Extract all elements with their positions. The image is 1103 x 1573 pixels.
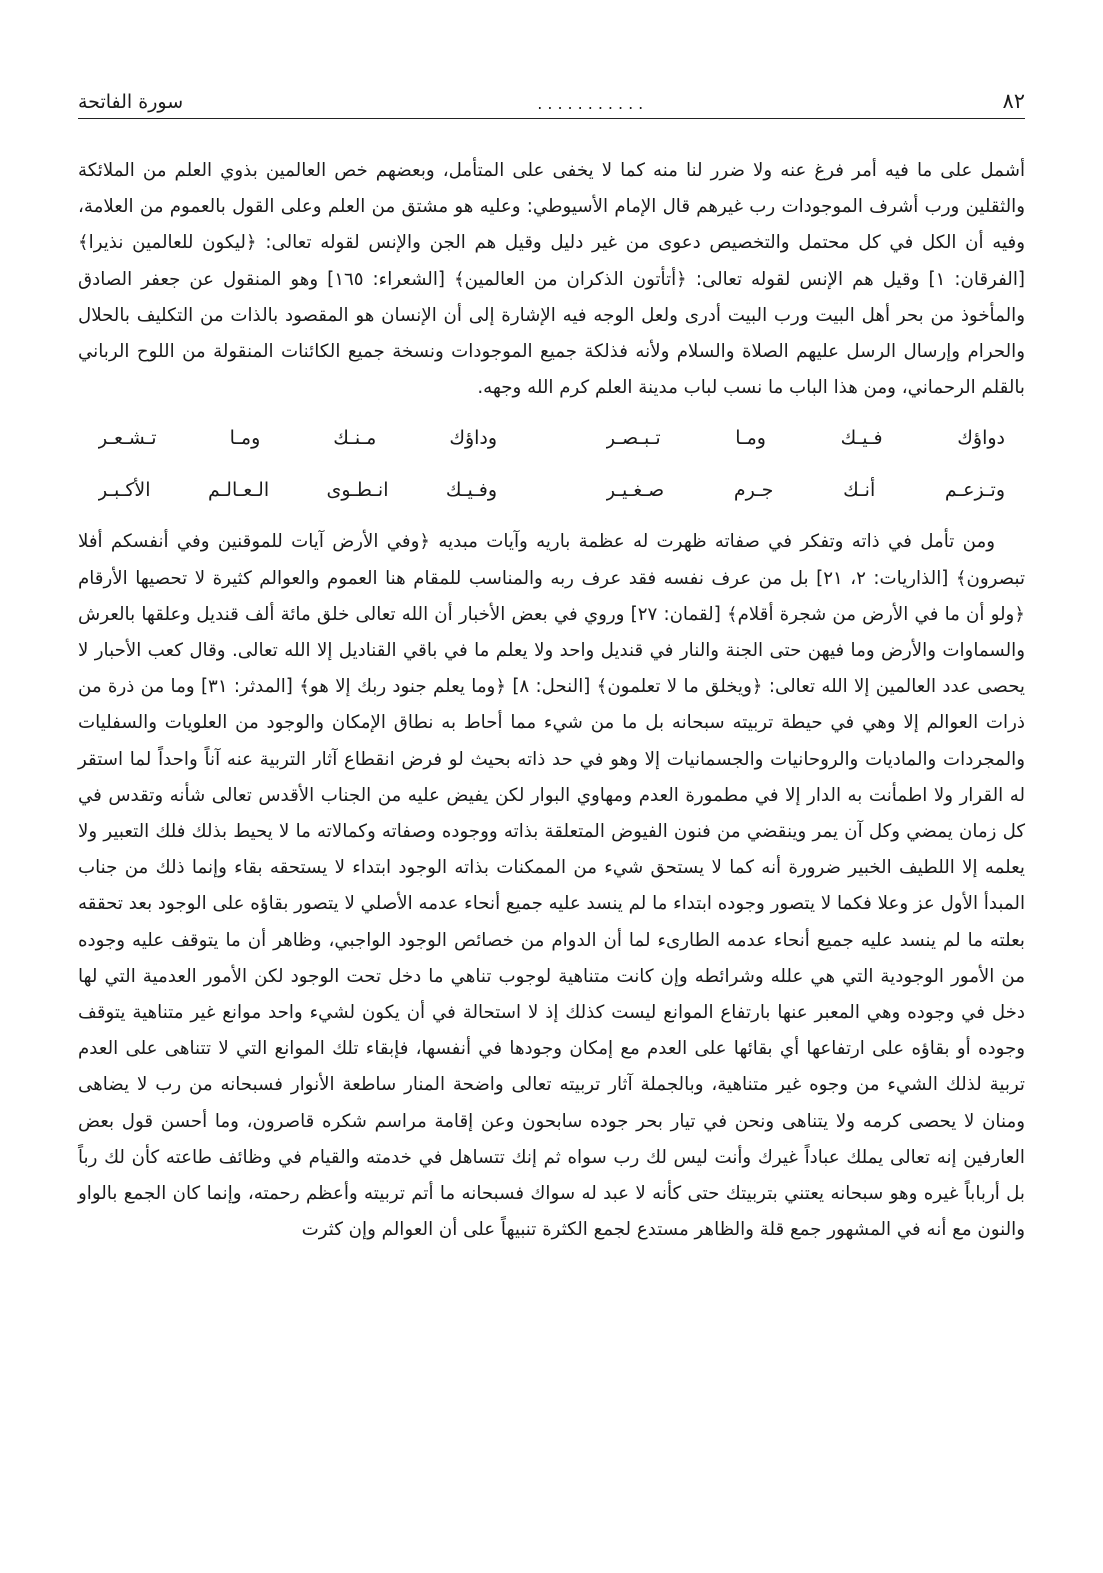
- verse-first-hemistich: دواؤك فـيـك ومـا تـبـصـر: [605, 427, 1005, 450]
- running-header: [78, 78, 1025, 112]
- header-dot-leader: ...........: [537, 96, 649, 112]
- surah-title: سورة الفاتحة: [78, 91, 184, 113]
- poem-verses: [78, 412, 1025, 516]
- verse-line: [98, 412, 1005, 464]
- verse-line: [98, 464, 1005, 516]
- page-number: ٨٢: [1002, 89, 1025, 113]
- verse-second-hemistich: وفـيـك انـطـوى الـعـالـم الأكـبـر: [98, 479, 498, 502]
- main-text: [78, 153, 1025, 1248]
- header-divider: [78, 118, 1025, 119]
- paragraph: ومن تأمل في ذاته وتفكر في صفاته ظهرت له عظمة باريه وآيات مبديه ﴿وفي الأرض آيات للموقنين وفي أنفسكم أفلا تبصرون﴾ [الذاريات: ٢، ٢١] بل من عرف نفسه فقد عرف ربه والمناسب للمقام هنا العموم والعوالم كثيرة لا تحصيها الأرقام ﴿ولو أن ما في الأرض من شجرة أقلام﴾ [لقمان: ٢٧] وروي في بعض الأخبار أن الله تعالى خلق مائة ألف قنديل وعلقها بالعرش والسماوات والأرض وما فيهن حتى الجنة والنار في قنديل واحد ولا يعلم ما في باقي القناديل إلا الله تعالى. وقال كعب الأحبار لا يحصى عدد العالمين إلا الله تعالى: ﴿ويخلق ما لا تعلمون﴾ [النحل: ٨] ﴿وما يعلم جنود ربك إلا هو﴾ [المدثر: ٣١] وما من ذرة من ذرات العوالم إلا وهي في حيطة تربيته سبحانه بل ما من شيء مما أحاط به نطاق الإمكان والوجود من العلويات والسفليات والمجردات والماديات والروحانيات والجسمانيات إلا وهو في حد ذاته بحيث لو فرض انقطاع آثار التربية عنه آناً واحداً لما استقر له القرار ولا اطمأنت به الدار إلا في مطمورة العدم ومهاوي البوار لكن يفيض عليه من الجناب الأقدس تعالى شأنه وتقدس في كل زمان يمضي وكل آن يمر وينقضي من فنون الفيوض المتعلقة بذاته ووجوده وصفاته وكمالاته ما لا يحيط بذلك فلك التعبير ولا يعلمه إلا اللطيف الخبير ضرورة أنه كما لا يستحق شيء من الممكنات بذاته الوجود ابتداء لا يستحقه بقاء وإنما ذلك من جناب المبدأ الأول عز وعلا فكما لا يتصور وجوده ابتداء ما لم ينسد عليه جميع أنحاء عدمه الأصلي لا يتصور بقاؤه على الوجود بعد تحققه بعلته ما لم ينسد عليه جميع أنحاء عدمه الطارىء لما أن الدوام من خصائص الوجود الواجبي، وظاهر أن ما يتوقف عليه وجوده من الأمور الوجودية التي هي علله وشرائطه وإن كانت متناهية لوجوب تناهي ما دخل تحت الوجود لكن الأمور العدمية التي لها دخل في وجوده وهي المعبر عنها بارتفاع الموانع ليست كذلك إذ لا استحالة في أن يكون لشيء واحد موانع غير متناهية يتوقف وجوده أو بقاؤه على ارتفاعها أي بقائها على العدم مع إمكان وجودها في أنفسها، فإبقاء تلك الموانع التي لا تتناهى على العدم تربية لذلك الشيء من وجوه غير متناهية، وبالجملة آثار تربيته تعالى واضحة المنار ساطعة الأنوار فسبحانه من رب لا يضاهى ومنان لا يحصى كرمه ولا يتناهى ونحن في تيار بحر جوده سابحون وعن إقامة مراسم شكره قاصرون، وما أحسن قول بعض العارفين إنه تعالى يملك عباداً غيرك وأنت ليس لك رب سواه ثم إنك تتساهل في خدمته والقيام في وظائف طاعته كأن لك رباً بل أرباباً غيره وهو سبحانه يعتني بتربيتك حتى كأنه لا عبد له سواك فسبحانه ما أتم تربيته وأعظم رحمته، وإنما كان الجمع بالواو والنون مع أنه في المشهور جمع قلة والظاهر مستدع لجمع الكثرة تنبيهاً على أن العوالم وإن كثرت: [78, 531, 1026, 1241]
- paragraph: أشمل على ما فيه أمر فرغ عنه ولا ضرر لنا منه كما لا يخفى على المتأمل، وبعضهم خص العالمين بذوي العلم من الملائكة والثقلين ورب أشرف الموجودات رب غيرهم قال الإمام الأسيوطي: وعليه هو مشتق من العلم وعلى القول بالعموم من العلامة، وفيه أن الكل في كل محتمل والتخصيص دعوى من غير دليل وقيل هم الجن والإنس لقوله تعالى: ﴿ليكون للعالمين نذيرا﴾ [الفرقان: ١] وقيل هم الإنس لقوله تعالى: ﴿أتأتون الذكران من العالمين﴾ [الشعراء: ١٦٥] وهو المنقول عن جعفر الصادق والمأخوذ من بحر أهل البيت ورب البيت أدرى ولعل الوجه فيه الإشارة إلى أن الإنسان هو المقصود بالذات من التكليف بالحلال والحرام وإرسال الرسل عليهم الصلاة والسلام ولأنه فذلكة جميع الموجودات ونسخة جميع الكائنات المنقولة من اللوح الرباني بالقلم الرحماني، ومن هذا الباب ما نسب لباب مدينة العلم كرم الله وجهه.: [78, 160, 1025, 399]
- verse-second-hemistich: وداؤك مـنـك ومـا تـشـعـر: [98, 427, 498, 450]
- verse-first-hemistich: وتـزعـم أنـك جـرم صـغـيـر: [605, 479, 1005, 502]
